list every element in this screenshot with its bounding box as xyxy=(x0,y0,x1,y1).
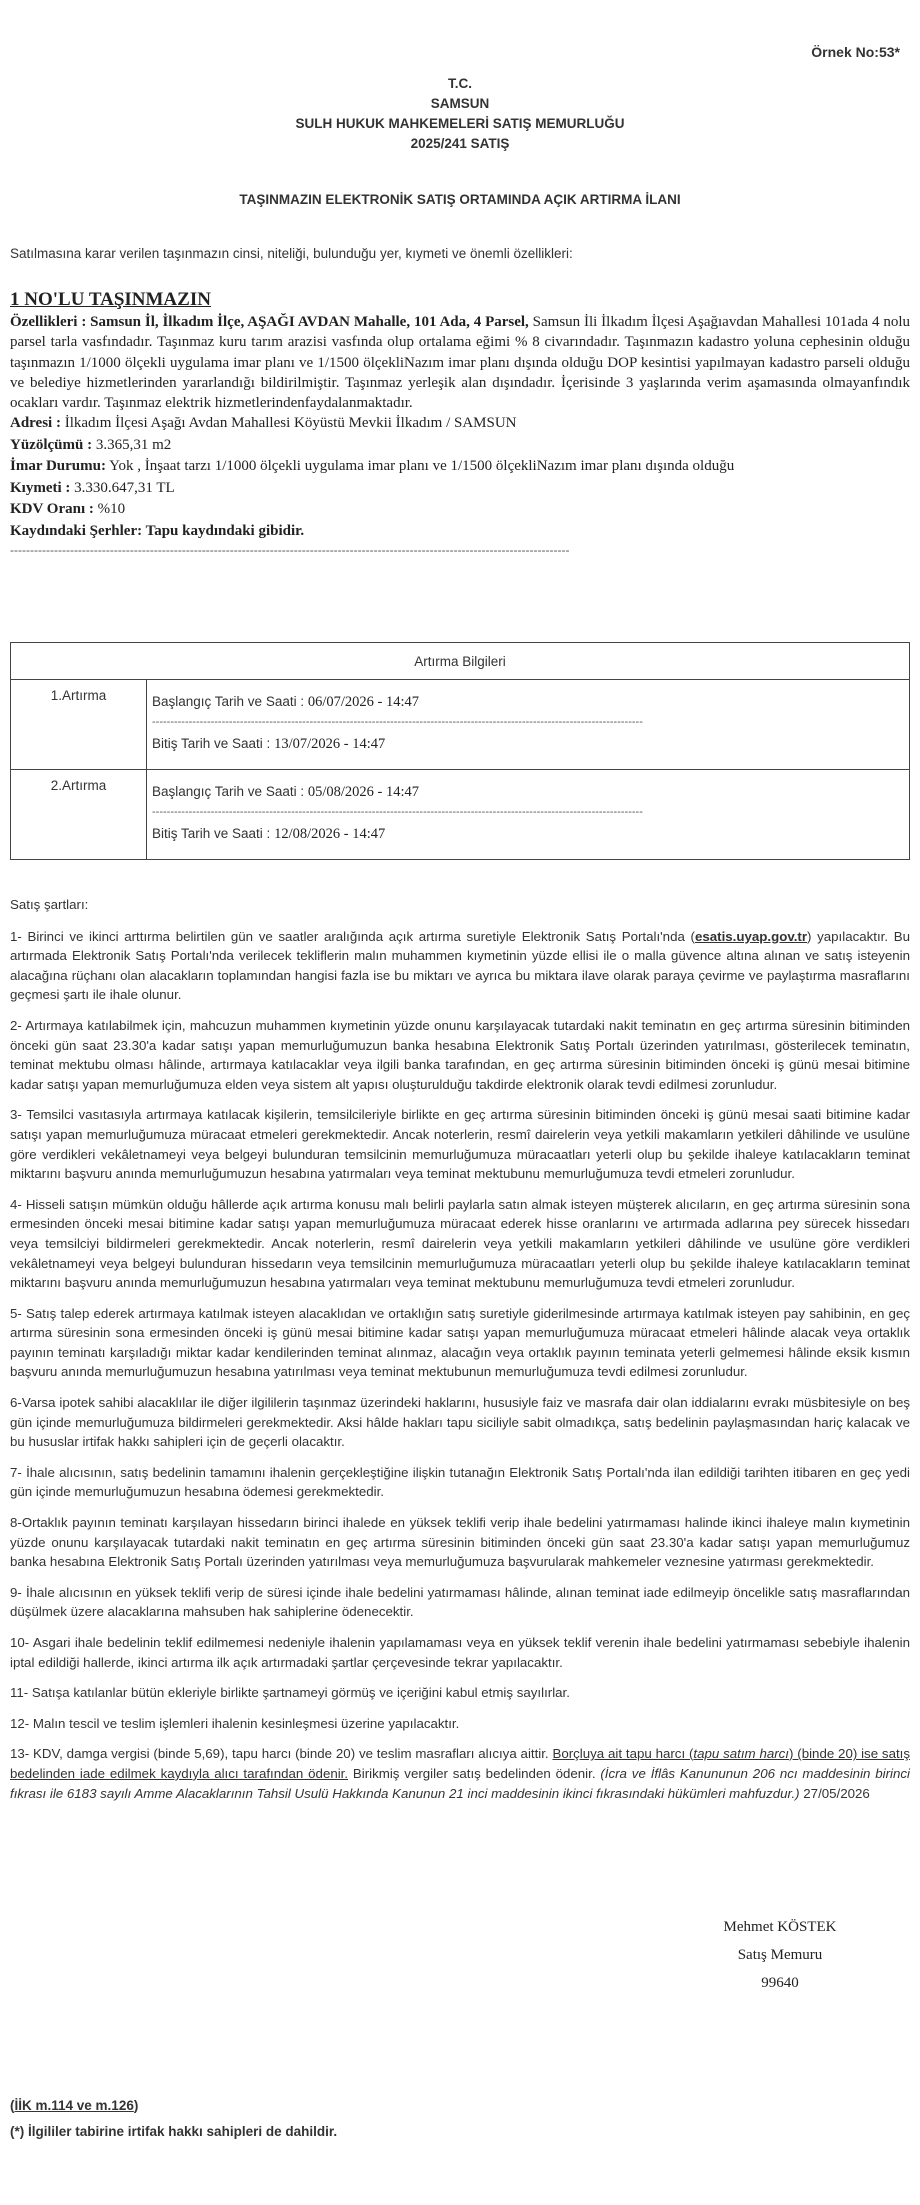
header-file-no: 2025/241 SATIŞ xyxy=(410,136,510,151)
address-value: İlkadım İlçesi Aşağı Avdan Mahallesi Köyüstü Mevkii İlkadım / SAMSUN xyxy=(60,415,517,432)
zoning-value: Yok , İnşaat tarzı 1/1000 ölçekli uygulama imar planı ve 1/1500 ölçekliNazım imar planı dışında olduğu xyxy=(105,458,735,475)
value-line xyxy=(10,478,910,500)
signer-name: Mehmet KÖSTEK xyxy=(723,1919,837,1935)
auction-table xyxy=(10,642,910,860)
term-1 xyxy=(10,927,910,1005)
terms-label: Satış şartları: xyxy=(10,897,89,912)
end-label: Bitiş Tarih ve Saati : xyxy=(152,736,275,751)
vat-label: KDV Oranı : xyxy=(10,501,94,518)
term-8: 8-Ortaklık payının teminatı karşılayan hissedarın birinci ihalede en yüksek teklifi verip ihale bedelini yatırmaması halinde ikinci ihaleye malın kıymetinin yüzde onunu karşılayacak tutardaki nakit teminatın en geç artırma süresinin bitiminden önceki gün saat 23.30'a kadar satışı yapan memurluğumuz banka hesabına Elektronik Satış Portalı üzerinden yatırılması veya memurluğumuza başvurularak mahkemeler veznesine yatırması gerekmektedir. xyxy=(10,1515,910,1570)
footnote: (*) İlgililer tabirine irtifak hakkı sahipleri de dahildir. xyxy=(10,2124,338,2139)
features-label: Özellikleri : Samsun İl, İlkadım İlçe, AŞAĞI AVDAN Mahalle, 101 Ada, 4 Parsel, xyxy=(10,314,529,330)
auction-name: 1.Artırma xyxy=(11,680,147,770)
end-value: 12/08/2026 - 14:47 xyxy=(274,826,386,842)
property-title: 1 NO'LU TAŞINMAZIN xyxy=(10,289,211,310)
signer-title: Satış Memuru xyxy=(737,1947,823,1963)
term-5: 5- Satış talep ederek artırmaya katılmak isteyen alacaklıdan ve ortaklığın satış suretiyle giderilmesinde artırmaya katılmak isteyen pay sahibinin, en geç artırma süresinin sona ermesinden önceki iş günü mesai bitimine kadar satışı yapan memurluğumuza müracaat etmeleri hâlinde alacak veya ortaklık payının teminatı karşıladığı miktar kadar kendilerinden teminat alınmaz, alacağın veya ortaklık payının teminata yeterli gelmemesi hâlinde eksik kısmın başvuru anında memurluğumuzun hesabına yatırılması veya teminat mektubunun memurluğumuza tevdi edilmesi zorunludur. xyxy=(10,1305,910,1380)
term-1-text-cont: ) yapılacaktır. Bu artırmada Elektronik Satış Portalı'nda verilecek tekliflerin malın muhammen kıymetinin yüzde ellisi ile o malla güvence altına alınan ve satış isteyenin alacağına rüçhanı olan alacakların toplamından hangisi fazla ise bu miktarı ve ayrıca bu miktara ilave olarak paraya çevirme ve paylaştırma masraflarını geçmesi şartı ile ihale olunur. xyxy=(10,928,910,1003)
term-11: 11- Satışa katılanlar bütün ekleriyle birlikte şartnameyi görmüş ve içeriğini kabul etmiş sayılırlar. xyxy=(10,1685,570,1701)
term-13-u1: Borçluya ait tapu harcı ( xyxy=(552,1746,694,1762)
start-label: Başlangıç Tarih ve Saati : xyxy=(152,694,308,709)
auction-dates xyxy=(147,680,910,770)
term-10: 10- Asgari ihale bedelinin teklif edilmemesi nedeniyle ihalenin yapılamaması veya en yüksek teklif verenin ihale bedelini yatırmaması sebebiyle ihalenin iptal edildiği hallerde, ikinci artırma ilk açık artırmadaki şartlar çerçevesinde tekrar yapılacaktır. xyxy=(10,1635,910,1670)
term-13-legal-note: (İcra ve İflâs Kanununun 206 ncı maddesinin birinci fıkrası ile 6183 sayılı Amme Alacaklarının Tahsil Usulü Hakkında Kanunun 21 inci maddesinin ikinci fıkrasındaki hükümleri mahfuzdur.) xyxy=(10,1765,910,1801)
intro-text: Satılmasına karar verilen taşınmazın cinsi, niteliği, bulunduğu yer, kıymeti ve önemli özellikleri: xyxy=(10,246,573,261)
address-label: Adresi : xyxy=(10,415,61,432)
zoning-label: İmar Durumu: xyxy=(10,458,106,475)
term-4: 4- Hisseli satışın mümkün olduğu hâllerde açık artırma konusu malı belirli paylarla satın almak isteyen müşterek alıcıların, en geç artırma süresinin sona ermesinden önceki mesai bitimine kadar satışı yapan memurluğumuza müracaat ederek hisse oranlarını ve artırmada adlarına pey sürecek hissedarı veya temsilciyi bildirmeleri gerekmektedir. Ancak noterlerin, resmî dairelerin veya yetkili makamların yetkileri dâhilinde ve usulüne göre verdikleri vekâletnameyi veya belgeyi bulunduran hissedarın veya temsilcinin memurluğumuza müracaatları yeterli olup bu şekilde ihaleye katılacakların teminat miktarını başvuru anında memurluğumuzun hesabına yatırmaları veya teminat mektubunu memurluğumuza tevdi etmeleri zorunludur. xyxy=(10,1196,910,1291)
term-6: 6-Varsa ipotek sahibi alacaklılar ile diğer ilgililerin taşınmaz üzerindeki haklarını, hususiyle faiz ve masrafa dair olan iddialarını evrakı müsbitesiyle on beş gün içinde memurluğumuza bildirmeleri gerekmektedir. Aksi hâlde hakları tapu siciliyle sabit olmadıkça, satış bedelinin paylaşmasından hariç kalacak ve bu hususlar irtifak hakkı sahipleri için de geçerli olacaktır. xyxy=(10,1395,910,1450)
signer-number: 99640 xyxy=(761,1975,799,1991)
start-label: Başlangıç Tarih ve Saati : xyxy=(152,784,308,799)
address-line xyxy=(10,413,910,435)
table-row xyxy=(11,770,910,860)
area-line xyxy=(10,435,910,457)
term-13-date: 27/05/2026 xyxy=(799,1785,870,1801)
header-city: SAMSUN xyxy=(430,96,490,111)
area-value: 3.365,31 m2 xyxy=(92,436,172,453)
separator-line: -------------------------------------------------------------------------------------------------------------------------------------------- xyxy=(10,543,570,558)
sale-terms xyxy=(10,895,910,1814)
esatis-link[interactable]: esatis.uyap.gov.tr xyxy=(694,928,808,944)
end-label: Bitiş Tarih ve Saati : xyxy=(152,826,275,841)
page-title: TAŞINMAZIN ELEKTRONİK SATIŞ ORTAMINDA AÇIK ARTIRMA İLANI xyxy=(239,192,681,207)
area-label: Yüzölçümü : xyxy=(10,436,93,453)
law-reference xyxy=(10,2093,337,2119)
annotations-value: Tapu kaydındaki gibidir. xyxy=(142,522,305,539)
term-13 xyxy=(10,1744,910,1803)
features-text: Samsun İli İlkadım İlçesi Aşağıavdan Mahallesi 101ada 4 nolu parsel tarla vasfındadır. Taşınmaz kuru tarım arazisi vasfında olup ortalama eğimi % 8 civarındadır. Taşınmazın kadastro yoluna cephesinin olduğu taşınmazın 1/1000 ölçekli uygulama imar planı ve 1/1500 ölçekliNazım imar planı dışında olduğu DOP kesintisi yapılmayan kadastro parseli olduğu ve belediye hizmetlerinden yararlandığı bildirilmiştir. Taşınmaz yerleşik alan dışındadır. İçerisinde 3 yaşlarında verim aşamasında olmayanfındık ocakları vardır. Taşınmaz elektrik hizmetlerindenfaydalanmaktadır. xyxy=(10,314,911,412)
ref-text: İİK m.114 ve m.126 xyxy=(14,2098,134,2113)
term-1-text: 1- Birinci ve ikinci arttırma belirtilen gün ve saatler aralığında açık artırma suretiyle Elektronik Satış Portalı'nda ( xyxy=(10,928,695,944)
annotations-label: Kaydındaki Şerhler: xyxy=(10,522,143,539)
end-value: 13/07/2026 - 14:47 xyxy=(274,736,386,752)
property-description xyxy=(10,312,910,413)
ref-open: ( xyxy=(10,2098,15,2113)
ref-close: ) xyxy=(133,2098,139,2113)
annotations-line xyxy=(10,521,910,543)
property-section xyxy=(10,288,910,558)
vat-line xyxy=(10,499,910,521)
term-3: 3- Temsilci vasıtasıyla artırmaya katılacak kişilerin, temsilcileriyle birlikte en geç artırma süresinin bitiminden önceki iş günü mesai saati bitimine kadar satışı yapan memurluğumuza müracaat etmeleri gerekmektedir. Ancak noterlerin, resmî dairelerin veya yetkili makamların yetkileri dâhilinde ve usulüne göre verdikleri vekâletnameyi veya belgeyi bulunduran temsilcinin memurluğumuza müracaatları yeterli olup bu şekilde ihaleye katılacakların teminat miktarını başvuru anında memurluğumuzun hesabına yatırmaları veya teminat mektubunu memurluğumuza tevdi etmeleri zorunludur. xyxy=(10,1107,910,1182)
signature-block xyxy=(650,1913,910,1997)
auction-table-header: Artırma Bilgileri xyxy=(11,643,910,680)
footer xyxy=(10,2093,337,2145)
separator-line: -------------------------------------------------------------------------------------------------------------------------------------- xyxy=(152,716,643,728)
sample-number: Örnek No:53* xyxy=(811,44,900,60)
term-13-text: 13- KDV, damga vergisi (binde 5,69), tapu harcı (binde 20) ve teslim masrafları alıcıya aittir. xyxy=(10,1746,553,1762)
separator-line: -------------------------------------------------------------------------------------------------------------------------------------- xyxy=(152,806,643,818)
auction-dates xyxy=(147,770,910,860)
header-tc: T.C. xyxy=(447,76,472,91)
term-9: 9- İhale alıcısının en yüksek teklifi verip de süresi içinde ihale bedelini yatırmaması hâlinde, alınan teminat iade edilmeyip öncelikle satış masraflarından düşülmek üzere alacaklarına mahsuben hak sahiplerine ödenecektir. xyxy=(10,1584,910,1620)
term-13-text-cont: Birikmiş vergiler satış bedelinden ödenir. xyxy=(348,1765,601,1781)
term-13-u3: ) (binde 20) ise satış bedelinden iade edilmek kaydıyla alıcı tarafından ödenir. xyxy=(10,1746,910,1781)
zoning-line xyxy=(10,456,910,478)
auction-name: 2.Artırma xyxy=(11,770,147,860)
term-7: 7- İhale alıcısının, satış bedelinin tamamını ihalenin gerçekleştiğine ilişkin tutanağın Elektronik Satış Portalı'nda ilan edildiği tarihten itibaren en geç yedi gün içinde memurluğumuzun hesabına ödemesi gerekmektedir. xyxy=(10,1464,910,1500)
term-13-u2: tapu satım harcı xyxy=(693,1746,790,1762)
term-2: 2- Artırmaya katılabilmek için, mahcuzun muhammen kıymetinin yüzde onunu karşılayacak tutardaki nakit teminatın en geç artırma süresinin bitiminden önceki gün saat 23.30'a kadar satışı yapan memurluğumuzun banka hesabına Elektronik Satış Portalı üzerinden yatırılması, gösterilecek teminatın, teminat mektubu olması hâlinde, artırmaya katılacaklar veya ilgili banka tarafından, en geç artırma süresinin bitiminden önceki iş günü mesai bitimine kadar satışı yapan memurluğumuza elden veya sistem alt yapısı oluşturulduğu takdirde elektronik olarak tevdi edilmesi zorunludur. xyxy=(10,1017,910,1092)
start-value: 06/07/2026 - 14:47 xyxy=(307,694,420,710)
value-label: Kıymeti : xyxy=(10,479,71,496)
header-office: SULH HUKUK MAHKEMELERİ SATIŞ MEMURLUĞU xyxy=(295,116,625,131)
term-12: 12- Malın tescil ve teslim işlemleri ihalenin kesinleşmesi üzerine yapılacaktır. xyxy=(10,1715,460,1731)
vat-value: %10 xyxy=(93,501,126,518)
value-value: 3.330.647,31 TL xyxy=(70,479,175,496)
table-row xyxy=(11,680,910,770)
start-value: 05/08/2026 - 14:47 xyxy=(307,784,420,800)
